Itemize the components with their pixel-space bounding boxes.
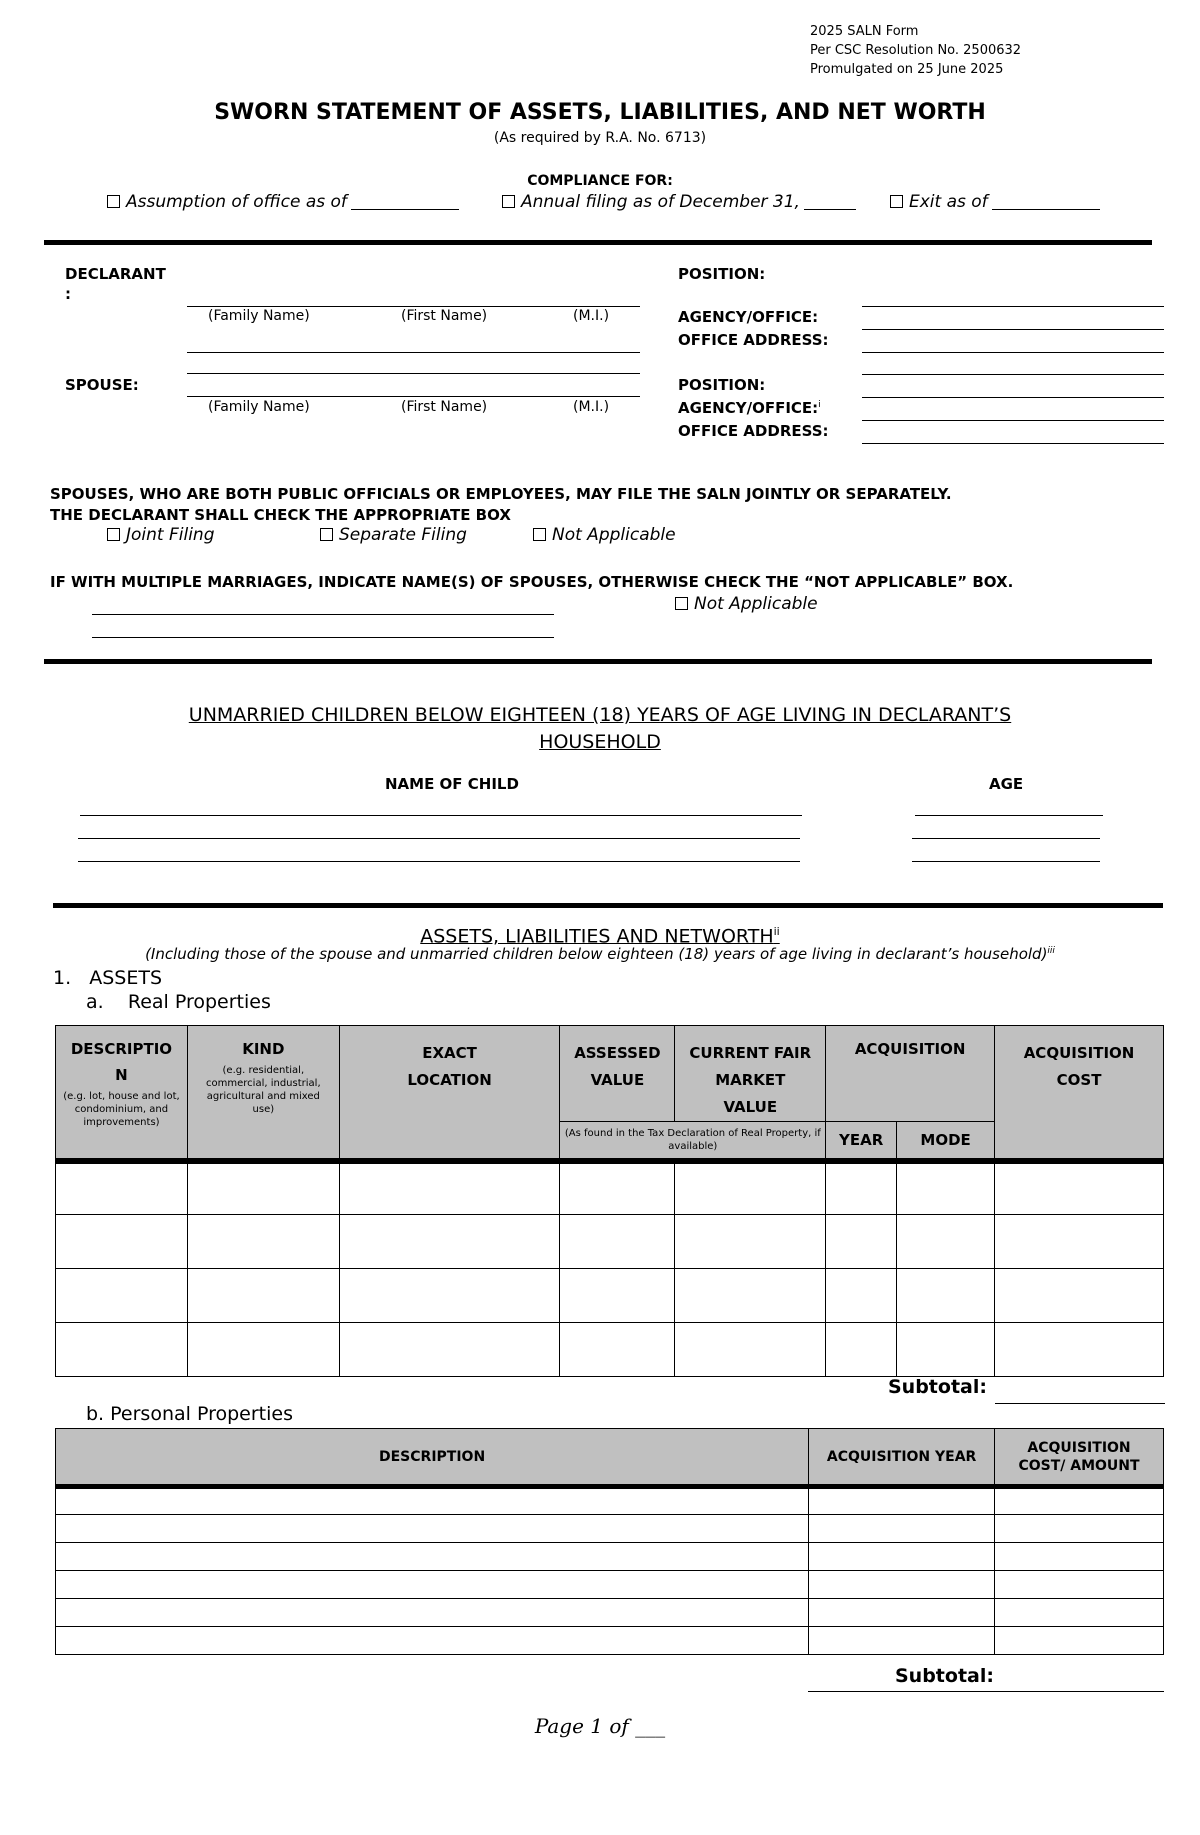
children-heading-line-2: HOUSEHOLD [539, 731, 661, 753]
checkbox-icon[interactable] [890, 195, 903, 208]
promulgation-date: Promulgated on 25 June 2025 [810, 62, 1004, 77]
table-cell[interactable] [560, 1161, 675, 1215]
personal-cost-header-line-2: COST/ AMOUNT [1018, 1457, 1140, 1474]
table-cell[interactable] [897, 1323, 995, 1377]
spouse-label: SPOUSE: [65, 376, 139, 394]
exit-date-blank[interactable] [992, 209, 1100, 210]
resolution-number: Per CSC Resolution No. 2500632 [810, 43, 1022, 58]
table-cell[interactable] [339, 1323, 560, 1377]
declarant-position-label: POSITION: [678, 265, 766, 283]
child-age-header: AGE [989, 775, 1024, 793]
spouse-agency-field[interactable] [862, 420, 1164, 421]
table-cell[interactable] [809, 1599, 995, 1627]
filing-not-applicable-label: Not Applicable [552, 525, 676, 545]
table-cell[interactable] [675, 1161, 826, 1215]
table-cell[interactable] [56, 1543, 809, 1571]
table-cell[interactable] [995, 1599, 1164, 1627]
spouse-position-field-2[interactable] [862, 397, 1164, 398]
child-name-field[interactable] [78, 861, 800, 862]
child-age-field[interactable] [912, 838, 1100, 839]
acquisition-year-header: YEAR [826, 1122, 897, 1161]
table-cell[interactable] [56, 1215, 188, 1269]
table-cell[interactable] [56, 1161, 188, 1215]
table-cell[interactable] [809, 1487, 995, 1515]
personal-acquisition-cost-header [995, 1429, 1164, 1487]
spouse-name-field[interactable] [187, 373, 640, 374]
table-row [56, 1215, 1164, 1269]
acquisition-cost-column-header [995, 1026, 1164, 1161]
form-name: 2025 SALN Form [810, 24, 919, 39]
tax-declaration-note [560, 1122, 826, 1161]
assumption-option[interactable] [107, 192, 459, 212]
table-cell[interactable] [56, 1515, 809, 1543]
table-cell[interactable] [995, 1543, 1164, 1571]
table-cell[interactable] [339, 1269, 560, 1323]
form-header-note [810, 22, 1040, 79]
table-row [56, 1599, 1164, 1627]
table-row [56, 1161, 1164, 1215]
declarant-extra-line[interactable] [187, 352, 640, 353]
marriages-not-applicable-label: Not Applicable [694, 594, 818, 614]
table-cell[interactable] [560, 1323, 675, 1377]
table-cell[interactable] [995, 1487, 1164, 1515]
location-header-line-1: EXACT [422, 1044, 477, 1062]
separate-filing-option[interactable] [320, 525, 467, 545]
real-properties-subtotal-label: Subtotal: [888, 1376, 987, 1398]
table-cell[interactable] [995, 1627, 1164, 1655]
table-cell[interactable] [897, 1269, 995, 1323]
annual-label: Annual filing as of December 31, [521, 192, 800, 212]
table-cell[interactable] [339, 1215, 560, 1269]
assessed-value-column-header [560, 1026, 675, 1122]
table-cell[interactable] [56, 1269, 188, 1323]
assessed-header-line-2: VALUE [590, 1071, 645, 1089]
joint-filing-instruction: SPOUSES, WHO ARE BOTH PUBLIC OFFICIALS OR EMPLOYEES, MAY FILE THE SALN JOINTLY OR SEPARATELY. [50, 485, 952, 503]
spouse-position-label: POSITION: [678, 376, 766, 394]
declarant-first-name-caption: (First Name) [401, 308, 488, 324]
declarant-mi-caption: (M.I.) [573, 308, 610, 324]
filing-not-applicable-option[interactable] [533, 525, 676, 545]
table-cell[interactable] [675, 1215, 826, 1269]
table-cell[interactable] [56, 1599, 809, 1627]
table-row [56, 1515, 1164, 1543]
table-cell[interactable] [995, 1515, 1164, 1543]
joint-filing-instruction-2: THE DECLARANT SHALL CHECK THE APPROPRIATE BOX [50, 506, 511, 524]
table-row [56, 1627, 1164, 1655]
spouse-name-field-2[interactable] [187, 396, 640, 397]
checkbox-icon[interactable] [107, 528, 120, 541]
table-cell[interactable] [809, 1571, 995, 1599]
declarant-position-field[interactable] [862, 306, 1164, 307]
form-subtitle: (As required by R.A. No. 6713) [493, 130, 707, 146]
declarant-agency-label: AGENCY/OFFICE: [678, 308, 819, 326]
declarant-office-address-field[interactable] [862, 352, 1164, 353]
spouse-office-address-field[interactable] [862, 443, 1164, 444]
spouse-agency-label [678, 399, 821, 417]
acquisition-mode-header: MODE [897, 1122, 995, 1161]
child-age-field[interactable] [912, 861, 1100, 862]
kind-column-header [187, 1026, 339, 1161]
personal-properties-subtotal-field[interactable] [808, 1691, 1164, 1692]
table-row [56, 1571, 1164, 1599]
table-cell[interactable] [897, 1215, 995, 1269]
child-name-field[interactable] [78, 838, 800, 839]
spouse-first-name-caption: (First Name) [401, 399, 488, 415]
checkbox-icon[interactable] [107, 195, 120, 208]
checkbox-icon[interactable] [533, 528, 546, 541]
table-cell[interactable] [675, 1323, 826, 1377]
table-cell[interactable] [56, 1627, 809, 1655]
child-age-field[interactable] [915, 815, 1103, 816]
table-cell[interactable] [826, 1269, 897, 1323]
kind-header-example: (e.g. residential, commercial, industrial, agricultural and mixed use) [206, 1065, 321, 1115]
spouse-agency-text: AGENCY/OFFICE: [678, 399, 819, 417]
personal-description-header: DESCRIPTION [56, 1429, 809, 1487]
table-row [56, 1269, 1164, 1323]
cost-header-line-1: ACQUISITION [1023, 1044, 1135, 1062]
real-properties-table [55, 1025, 1164, 1377]
table-cell[interactable] [187, 1269, 339, 1323]
assumption-date-blank[interactable] [351, 209, 459, 210]
table-cell[interactable] [56, 1571, 809, 1599]
table-cell[interactable] [809, 1543, 995, 1571]
table-cell[interactable] [809, 1515, 995, 1543]
multiple-marriages-instruction: IF WITH MULTIPLE MARRIAGES, INDICATE NAME(S) OF SPOUSES, OTHERWISE CHECK THE “NOT APPLICABLE” BOX. [50, 573, 1014, 591]
table-cell[interactable] [56, 1487, 809, 1515]
form-title: SWORN STATEMENT OF ASSETS, LIABILITIES, AND NET WORTH [214, 100, 986, 125]
table-cell[interactable] [995, 1161, 1164, 1215]
separate-filing-label: Separate Filing [339, 525, 467, 545]
children-heading-line-1: UNMARRIED CHILDREN BELOW EIGHTEEN (18) YEARS OF AGE LIVING IN DECLARANT’S [188, 704, 1012, 726]
table-cell[interactable] [339, 1161, 560, 1215]
personal-properties-subtotal-label: Subtotal: [895, 1665, 994, 1687]
kind-header-text: KIND [242, 1040, 285, 1058]
exit-option[interactable] [890, 192, 1100, 212]
section-divider [53, 903, 1163, 908]
annual-option[interactable] [502, 192, 856, 212]
description-header-line-2: N [115, 1066, 128, 1084]
declarant-office-address-label: OFFICE ADDRESS: [678, 331, 829, 349]
table-row [56, 1543, 1164, 1571]
table-cell[interactable] [995, 1323, 1164, 1377]
table-cell[interactable] [995, 1215, 1164, 1269]
table-cell[interactable] [897, 1161, 995, 1215]
spouse-family-name-caption: (Family Name) [208, 399, 310, 415]
joint-filing-option[interactable] [107, 525, 215, 545]
child-name-field[interactable] [80, 815, 802, 816]
compliance-label: COMPLIANCE FOR: [527, 173, 673, 189]
table-cell[interactable] [809, 1627, 995, 1655]
table-cell[interactable] [675, 1269, 826, 1323]
page-number: Page 1 of ___ [534, 1714, 666, 1738]
tax-declaration-note-text: (As found in the Tax Declaration of Real Property, if available) [564, 1127, 821, 1152]
endnote-marker: i [818, 400, 821, 410]
table-cell[interactable] [56, 1323, 188, 1377]
checkbox-icon[interactable] [675, 597, 688, 610]
section-divider [44, 659, 1152, 664]
declarant-label: DECLARANT [65, 265, 166, 283]
section-divider [44, 240, 1152, 245]
personal-acquisition-year-header: ACQUISITION YEAR [809, 1429, 995, 1487]
assets-note-text: (Including those of the spouse and unmarried children below eighteen (18) years of age living in declarant’s household) [145, 945, 1048, 963]
table-cell[interactable] [826, 1161, 897, 1215]
real-properties-subtotal-field[interactable] [995, 1403, 1165, 1404]
table-cell[interactable] [995, 1269, 1164, 1323]
table-cell[interactable] [995, 1571, 1164, 1599]
table-cell[interactable] [187, 1215, 339, 1269]
fair-header-line-1: CURRENT FAIR [689, 1044, 812, 1062]
endnote-marker: ii [773, 925, 780, 938]
fair-header-line-3: VALUE [723, 1098, 778, 1116]
children-heading [0, 702, 1200, 756]
assessed-header-line-1: ASSESSED [574, 1044, 661, 1062]
location-column-header [339, 1026, 560, 1161]
spouse-mi-caption: (M.I.) [573, 399, 610, 415]
child-name-header: NAME OF CHILD [385, 775, 519, 793]
declarant-family-name-caption: (Family Name) [208, 308, 310, 324]
table-cell[interactable] [187, 1161, 339, 1215]
spouse-position-field[interactable] [862, 374, 1164, 375]
table-row [56, 1323, 1164, 1377]
fair-header-line-2: MARKET [715, 1071, 786, 1089]
declarant-colon: : [65, 285, 71, 303]
assets-section-label: 1. ASSETS [53, 967, 163, 989]
annual-year-blank[interactable] [804, 209, 856, 210]
table-cell[interactable] [560, 1215, 675, 1269]
table-cell[interactable] [560, 1269, 675, 1323]
acquisition-column-header: ACQUISITION [826, 1026, 995, 1122]
assumption-label: Assumption of office as of [126, 192, 347, 212]
joint-filing-label: Joint Filing [126, 525, 215, 545]
description-header-example: (e.g. lot, house and lot, condominium, and improvements) [63, 1091, 180, 1128]
checkbox-icon[interactable] [502, 195, 515, 208]
table-row [56, 1487, 1164, 1515]
table-cell[interactable] [826, 1215, 897, 1269]
description-column-header [56, 1026, 188, 1161]
market-value-column-header [675, 1026, 826, 1122]
declarant-name-field[interactable] [187, 306, 640, 307]
assets-note [0, 945, 1200, 963]
endnote-marker: iii [1047, 946, 1055, 956]
description-header-line-1: DESCRIPTIO [70, 1040, 173, 1058]
checkbox-icon[interactable] [320, 528, 333, 541]
spouse-office-address-label: OFFICE ADDRESS: [678, 422, 829, 440]
spouse-names-field-2[interactable] [92, 637, 554, 638]
table-cell[interactable] [187, 1323, 339, 1377]
marriages-not-applicable-option[interactable] [675, 594, 818, 614]
location-header-line-2: LOCATION [407, 1071, 492, 1089]
assets-heading-text: ASSETS, LIABILITIES AND NETWORTH [420, 925, 774, 948]
cost-header-line-2: COST [1056, 1071, 1102, 1089]
personal-properties-label: b. Personal Properties [86, 1403, 293, 1425]
personal-properties-table [55, 1428, 1164, 1655]
exit-label: Exit as of [909, 192, 988, 212]
spouse-names-field[interactable] [92, 614, 554, 615]
personal-cost-header-line-1: ACQUISITION [1027, 1439, 1131, 1456]
real-properties-label: a. Real Properties [86, 991, 271, 1013]
declarant-agency-field[interactable] [862, 329, 1164, 330]
table-cell[interactable] [826, 1323, 897, 1377]
